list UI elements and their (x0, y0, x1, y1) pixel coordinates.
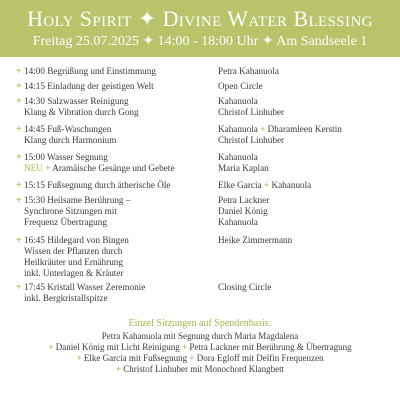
schedule-text: 17:45 Kristall Wasser Zeremonie (24, 282, 146, 292)
schedule-person: Kahanuola (218, 152, 258, 162)
schedule-person: Elke Garcia (218, 180, 262, 190)
session-item: Daniel König mit Licht Reinigung (55, 342, 180, 352)
date-separator-icon: ✦ (142, 34, 155, 49)
plus-icon: + (45, 163, 51, 173)
header-banner (0, 0, 400, 57)
schedule-text: 14:15 Einladung der geistigen Welt (24, 81, 154, 91)
schedule-text: 15:00 Wasser Segnung (24, 152, 108, 162)
session-item: Elke Garcia mit Fußsegnung (83, 353, 188, 363)
plus-icon: + (16, 124, 22, 135)
plus-icon: + (16, 96, 22, 107)
session-item: Christof Linhuber mit Monochord Klangbett (123, 364, 285, 374)
schedule-text: 14:00 Begrüßung und Einstimmung (24, 66, 156, 76)
plus-icon: + (16, 81, 22, 92)
plus-icon: + (16, 66, 22, 77)
schedule-text: 14:30 Salzwasser Reinigung (24, 96, 129, 106)
schedule-text-group (24, 163, 214, 174)
schedule-person: Open Circle (218, 81, 263, 91)
event-time: 14:00 - 18:00 Uhr (157, 34, 259, 49)
schedule-text: Synchrone Sitzungen mit (24, 206, 117, 216)
session-line (0, 331, 400, 342)
session-item: Dora Egloff mit Delfin Frequenzen (196, 353, 324, 363)
title-separator-icon: ✦ (137, 6, 157, 31)
schedule-person: Kahanuola (218, 124, 258, 134)
schedule-person: Kahanuola (218, 217, 258, 227)
plus-icon: + (16, 152, 22, 163)
plus-icon: + (76, 353, 82, 363)
schedule-text: 15:15 Fußsegnung durch ätherische Öle (24, 180, 171, 190)
session-item: Petra Lackner mit Berührung & Übertragung (189, 342, 352, 352)
plus-icon: + (48, 342, 54, 352)
schedule-person: Christof Linhuber (218, 135, 285, 145)
schedule-text: 14:45 Fuß-Waschungen (24, 124, 112, 134)
schedule-text: Klang durch Harmonium (24, 135, 117, 145)
title-left: Holy Spirit (27, 6, 132, 31)
schedule-text: Aramäische Gesänge und Gebete (52, 163, 175, 173)
event-title (0, 6, 400, 32)
plus-icon: + (16, 282, 22, 293)
schedule-text: Klang & Vibration durch Gong (24, 107, 139, 117)
session-line (0, 353, 400, 364)
schedule-person: Dharamleen Kerstin (267, 124, 342, 134)
plus-icon: + (182, 342, 188, 352)
session-line (0, 364, 400, 375)
plus-icon: + (16, 235, 22, 246)
title-right: Divine Water Blessing (162, 6, 373, 31)
schedule-text: 16:45 Hildegard von Bingen (24, 235, 129, 245)
schedule-person: Kahanuola (218, 96, 258, 106)
schedule-person: Christof Linhuber (218, 107, 285, 117)
schedule-person: Kahanuola (271, 180, 312, 190)
schedule-person: Heike Zimmermann (218, 235, 293, 245)
event-date: Freitag 25.07.2025 (32, 34, 139, 49)
session-item: Petra Kahanuola mit Segnung durch Maria Magdalena (101, 331, 299, 341)
plus-icon: + (16, 195, 22, 206)
plus-icon: + (189, 353, 195, 363)
plus-icon: + (263, 180, 270, 190)
plus-icon: + (260, 124, 266, 134)
schedule-text: 15:30 Heilsame Berührung – (24, 195, 131, 205)
schedule-person: Petra Lackner (218, 195, 270, 205)
schedule-person: Petra Kahanuola (218, 66, 279, 76)
schedule-text: Frequenz Übertragung (24, 217, 107, 227)
plus-icon: + (115, 364, 121, 374)
session-line (0, 342, 400, 353)
schedule-person: Maria Kaplan (218, 163, 269, 173)
schedule-person: Daniel König (218, 206, 268, 216)
schedule-text: Wissen der Pflanzen durch (24, 246, 123, 256)
schedule-text: inkl. Unterlagen & Kräuter (24, 268, 124, 278)
new-badge: NEU (24, 163, 43, 173)
schedule-text: inkl. Bergkristallspitze (24, 293, 108, 303)
schedule-person: Closing Circle (218, 282, 272, 292)
schedule-person-group (218, 180, 398, 191)
time-separator-icon: ✦ (261, 34, 274, 49)
event-details (0, 33, 400, 50)
schedule-text: Heilkräuter und Ernährung (24, 257, 123, 267)
sessions-title: Einzel Sitzungen auf Spendenbasis: (128, 318, 272, 329)
event-place: Am Sandseele 1 (276, 34, 368, 49)
schedule-person-group (218, 124, 398, 135)
plus-icon: + (16, 180, 22, 191)
